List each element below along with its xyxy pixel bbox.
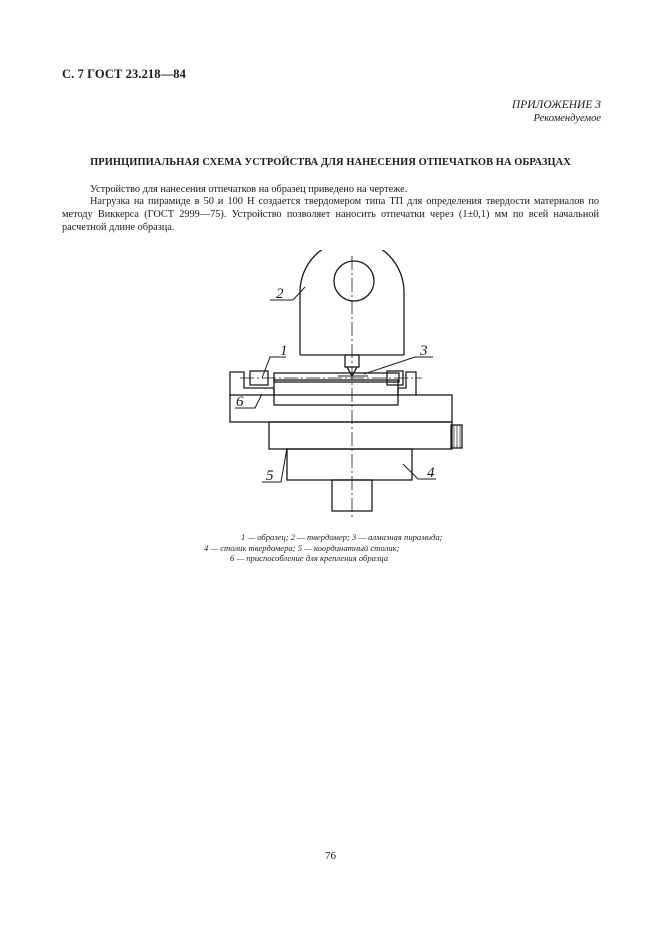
appendix-label: ПРИЛОЖЕНИЕ 3 xyxy=(511,99,601,111)
caption-line-1: 1 — образец; 2 — твердомер; 3 — алмазная пирамида; xyxy=(241,532,443,542)
callout-1: 1 xyxy=(280,343,288,359)
device-schematic-drawing xyxy=(225,250,475,520)
coordinate-table xyxy=(269,422,452,449)
paragraph-1: Устройство для нанесения отпечатков на образец приведено на чертеже. xyxy=(90,184,408,195)
page-number: 76 xyxy=(325,850,336,862)
callout-6: 6 xyxy=(236,394,244,410)
paragraph-2: Нагрузка на пирамиде в 50 и 100 Н создается твердомером типа ТП для определения твердости материалов по методу Виккерса (ГОСТ 2999—75). Устройство позволяет наносить отпечатки через (1±0,1) мм по всей начальной расчетной длине образца. xyxy=(62,196,599,233)
callout-5: 5 xyxy=(266,468,274,484)
fixture-base-plate xyxy=(230,395,452,422)
tester-bore-circle xyxy=(334,261,374,301)
callout-3: 3 xyxy=(420,343,428,359)
figure-caption xyxy=(150,532,560,564)
fixture-right-bracket xyxy=(398,372,416,395)
callout-4: 4 xyxy=(427,465,435,481)
document-header-code: С. 7 ГОСТ 23.218—84 xyxy=(62,67,186,81)
appendix-block xyxy=(512,99,601,125)
caption-line-3: 6 — приспособление для крепления образца xyxy=(230,553,389,563)
tester-table xyxy=(287,449,412,480)
caption-line-2: 4 — столик твердомера; 5 — координатный столик; xyxy=(204,542,400,553)
callout-2: 2 xyxy=(276,286,284,302)
appendix-status: Рекомендуемое xyxy=(533,113,601,124)
fixture-body xyxy=(274,380,398,405)
section-title: ПРИНЦИПИАЛЬНАЯ СХЕМА УСТРОЙСТВА ДЛЯ НАНЕСЕНИЯ ОТПЕЧАТКОВ НА ОБРАЗЦАХ xyxy=(90,157,571,168)
